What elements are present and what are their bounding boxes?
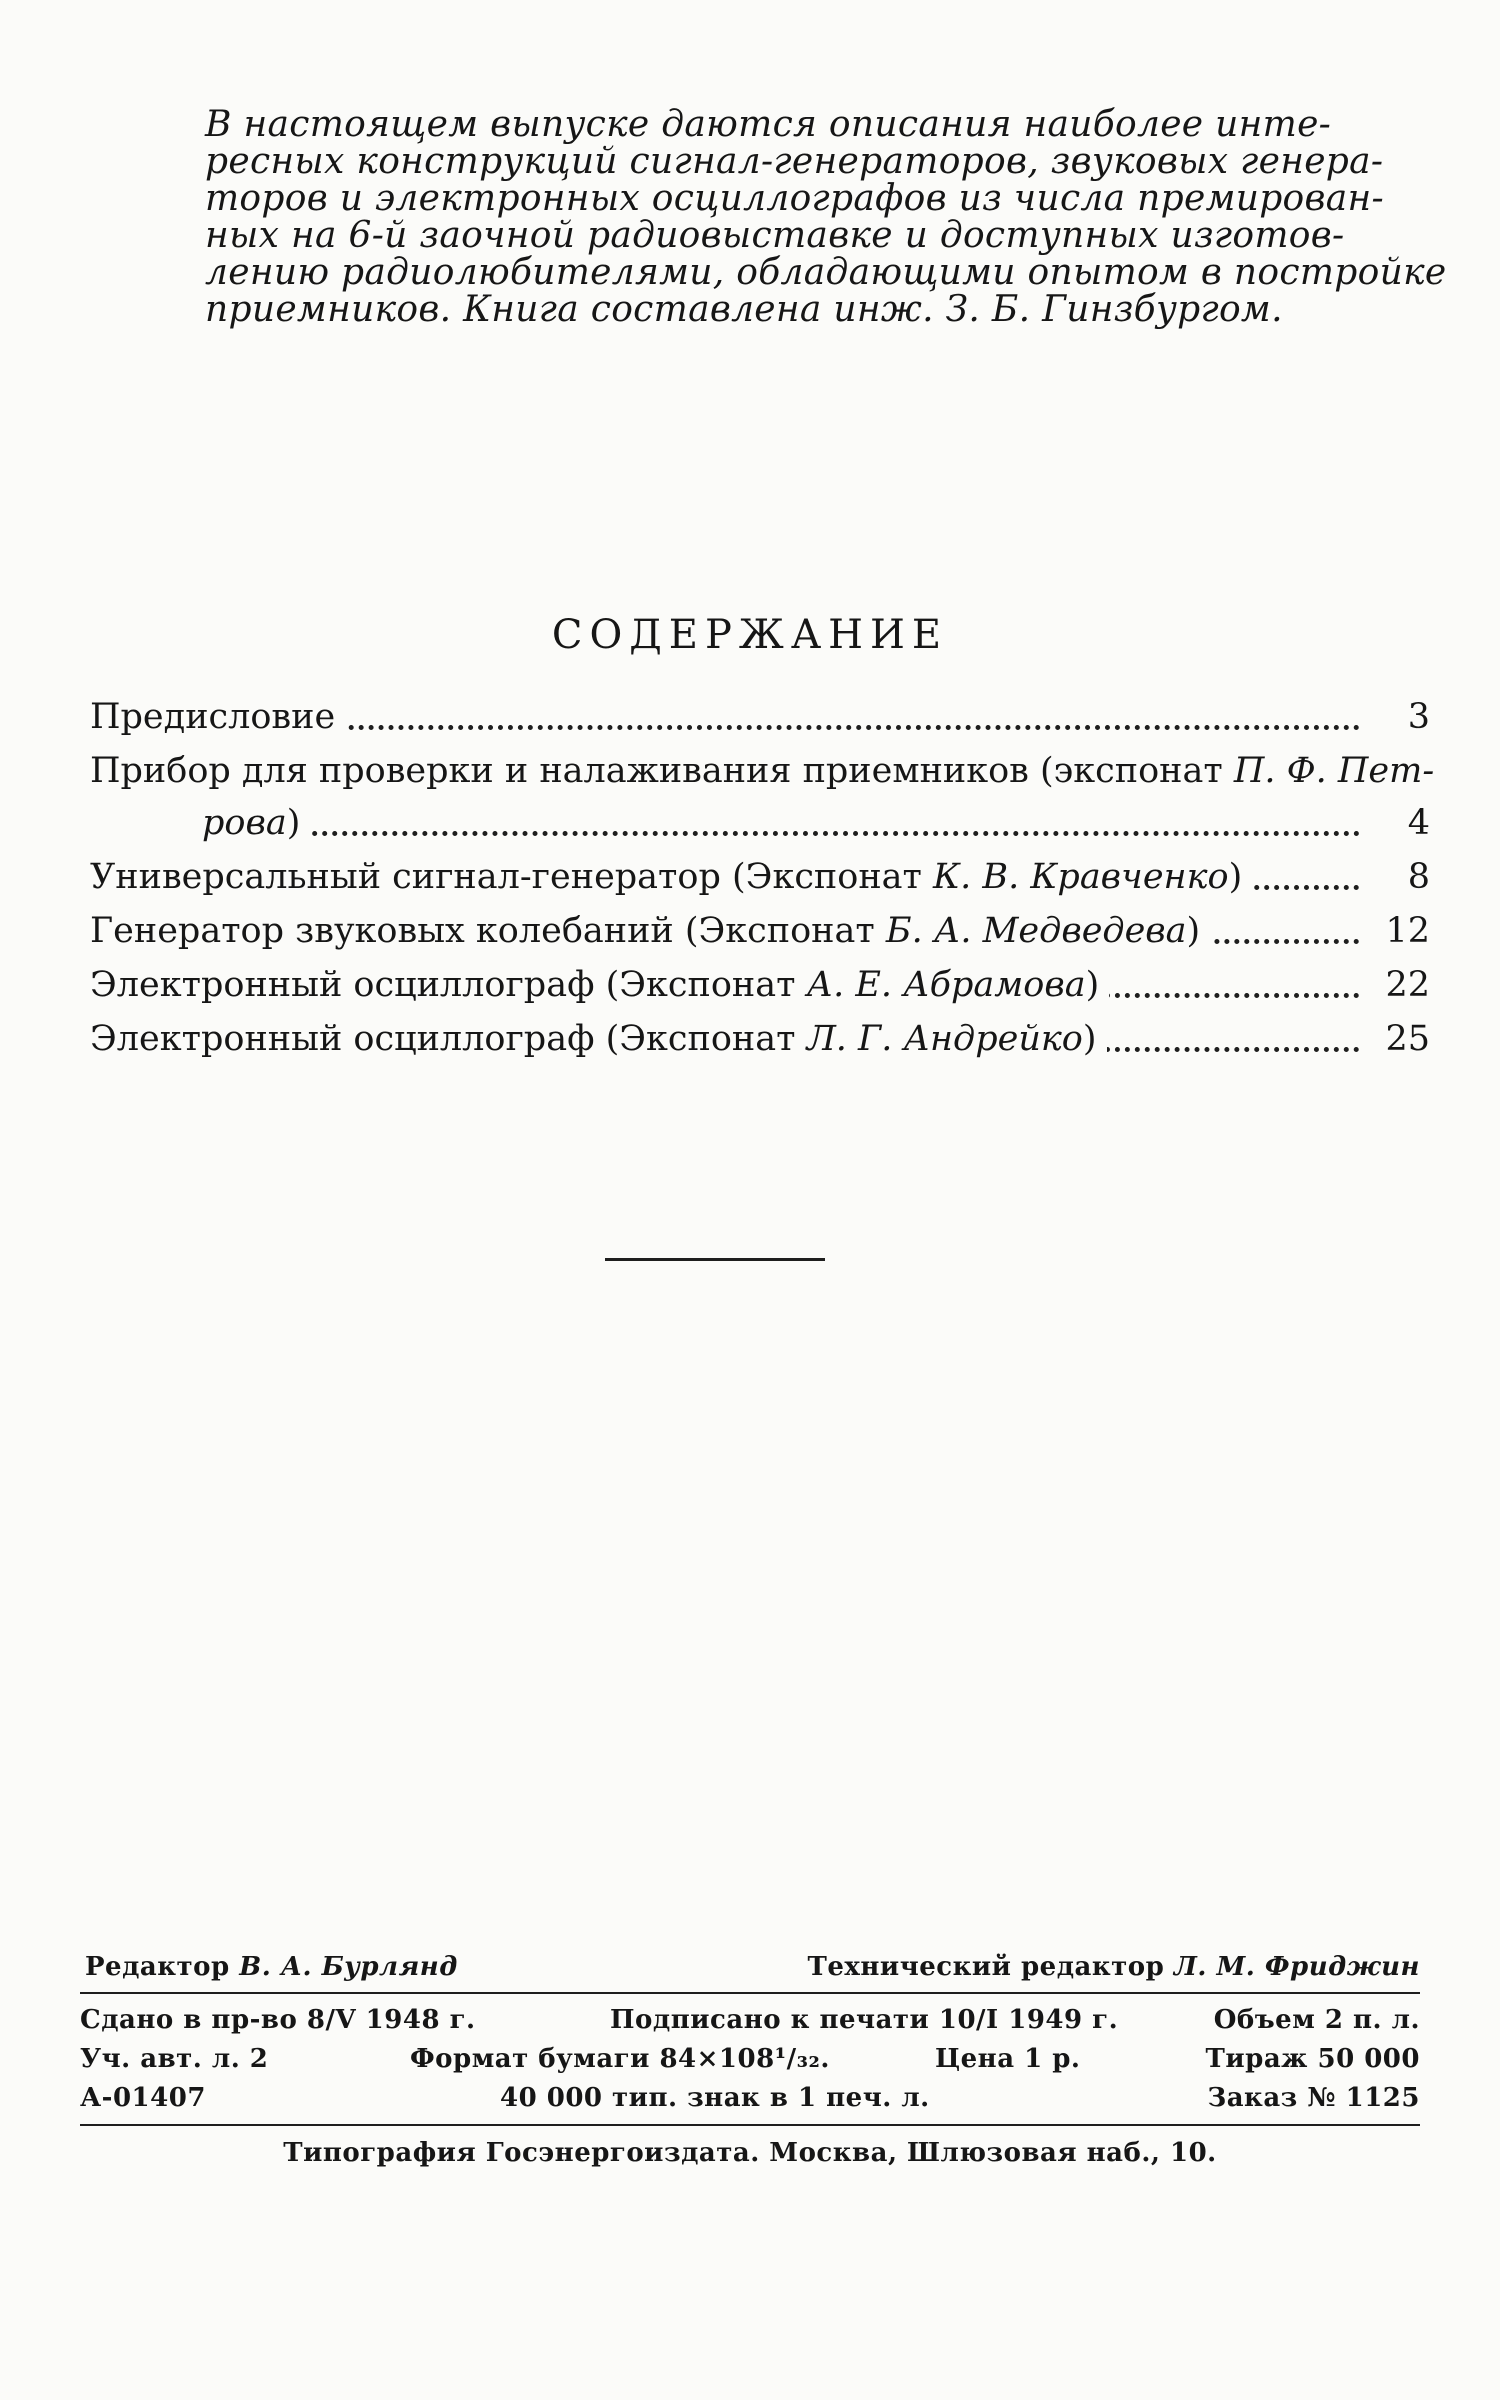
abstract-line: торов и электронных осциллографов из числа премирован- [205,178,1385,219]
abstract-line: В настоящем выпуске даются описания наиболее инте- [205,104,1332,145]
toc-entry-page: 12 [1385,911,1430,951]
paper-format: Формат бумаги 84×108¹/₃₂. [410,2044,830,2074]
toc-entry-signal-generator[interactable] [90,850,1430,904]
abstract-line: приемников. Книга составлена инж. З. Б. Гинзбургом. [205,289,1283,330]
toc-entry-page: 25 [1385,1019,1430,1059]
imprint-editors [80,1952,1420,1992]
toc-entry-exhibitor: Б. А. Медведева [885,911,1187,951]
table-of-contents [90,690,1435,1066]
toc-entry-receiver-tester[interactable] [90,744,1435,796]
toc-entry-oscilloscope-andreiko[interactable] [90,1012,1430,1066]
print-run: Тираж 50 000 [1205,2044,1420,2074]
toc-entry-page: 8 [1407,857,1430,897]
printer-line: Типография Госэнергоиздата. Москва, Шлюзовая наб., 10. [283,2138,1217,2168]
imprint-rule-top [80,1992,1420,1994]
leader-dots [202,821,1360,836]
toc-title: СОДЕРЖАНИЕ [551,612,949,658]
toc-entry-exhibitor: К. В. Кравченко [933,857,1229,897]
section-divider [605,1258,825,1261]
toc-entry-title: Электронный осциллограф (Экспонат А. Е. Абрамова) [90,958,1109,1012]
submitted-date: Сдано в пр-во 8/V 1948 г. [80,2005,476,2035]
toc-entry-page: 22 [1385,965,1430,1005]
toc-entry-receiver-tester-cont[interactable] [90,796,1430,850]
toc-entry-exhibitor: рова [202,803,287,843]
author-sheets: Уч. авт. л. 2 [80,2044,269,2074]
imprint-row-2 [80,2044,1420,2084]
imprint-printer [80,2138,1420,2178]
toc-entry-page: 3 [1407,697,1430,737]
toc-entry-exhibitor: Л. Г. Андрейко [806,1019,1083,1059]
toc-entry-title: Прибор для проверки и налаживания приемников (экспонат П. Ф. Пет- [90,751,1435,791]
toc-entry-audio-generator[interactable] [90,904,1430,958]
imprint-row-1 [80,2005,1420,2045]
technical-editor: Технический редактор Л. М. Фриджин [807,1952,1420,1982]
editor: Редактор В. А. Бурлянд [85,1952,458,1982]
volume: Объем 2 п. л. [1213,2005,1420,2035]
toc-entry-title: Предисловие [90,690,345,744]
toc-entry-exhibitor: П. Ф. Пет- [1233,751,1435,791]
publication-code: А-01407 [80,2083,206,2113]
signed-date: Подписано к печати 10/I 1949 г. [610,2005,1119,2035]
toc-entry-page: 4 [1407,803,1430,843]
toc-entry-oscilloscope-abramov[interactable] [90,958,1430,1012]
abstract-line: ных на 6-й заочной радиовыставке и доступных изготов- [205,215,1345,256]
characters-per-sheet: 40 000 тип. знак в 1 печ. л. [500,2083,930,2113]
abstract [205,104,1447,330]
toc-entry-title: Генератор звуковых колебаний (Экспонат Б. А. Медведева) [90,904,1210,958]
toc-entry-preface[interactable] [90,690,1430,744]
toc-entry-exhibitor: А. Е. Абрамова [806,965,1086,1005]
abstract-line: ресных конструкций сигнал-генераторов, звуковых генера- [205,141,1384,182]
imprint-rule-bottom [80,2124,1420,2126]
toc-entry-title: Электронный осциллограф (Экспонат Л. Г. Андрейко) [90,1012,1107,1066]
price: Цена 1 р. [935,2044,1081,2074]
order-number: Заказ № 1125 [1207,2083,1420,2113]
imprint-row-3 [80,2083,1420,2123]
toc-entry-title: рова) [202,796,310,850]
abstract-line: лению радиолюбителями, обладающими опытом в постройке [205,252,1447,293]
toc-entry-title: Универсальный сигнал-генератор (Экспонат К. В. Кравченко) [90,850,1252,904]
